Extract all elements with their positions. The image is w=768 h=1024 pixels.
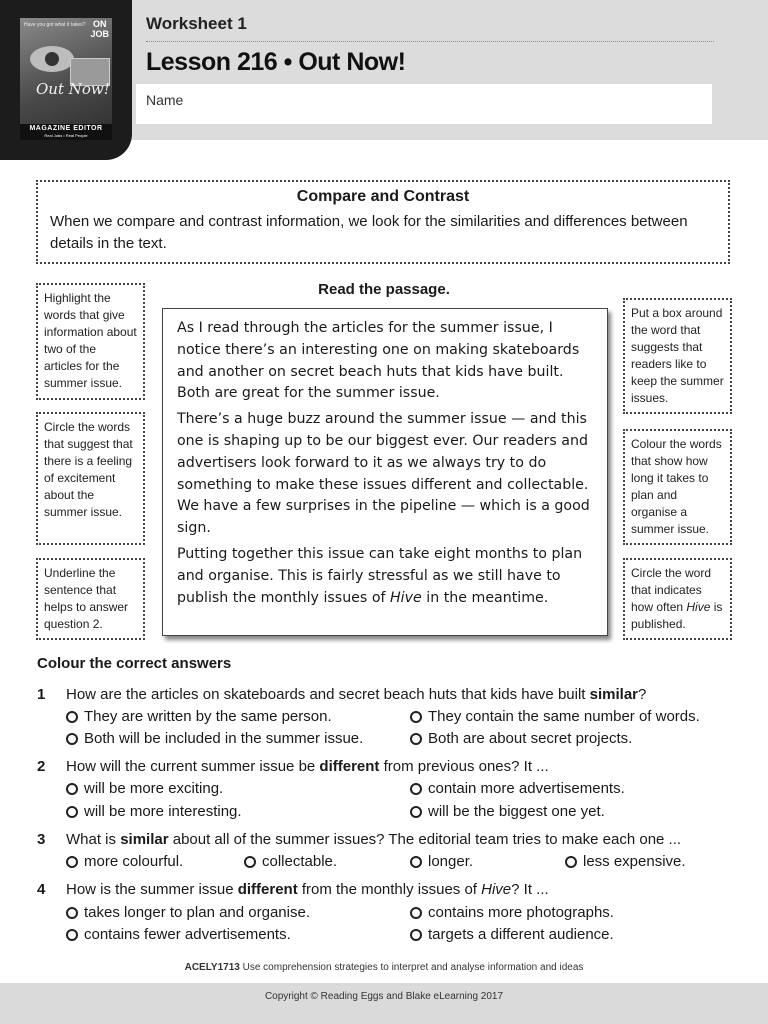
radio-circle-icon [66,907,78,919]
passage-title: Read the passage. [318,281,450,298]
footer [0,983,768,1024]
question-stem: How is the summer issue different from the monthly issues of Hive? It ... [66,881,549,898]
question-stem: How will the current summer issue be different from previous ones? It ... [66,758,549,775]
copyright: Copyright © Reading Eggs and Blake eLearning 2017 [264,991,504,1002]
passage-paragraph: There’s a huge buzz around the summer issue — and this one is shaping up to be our biggest ever. Our readers and advertisers look forward to it as we always try to do something to make these issues different and collectable. We have a few surprises in the pipeline — which is a good sign. [177,411,590,537]
answer-option[interactable]: will be more exciting. [66,780,223,797]
name-field[interactable] [136,84,712,124]
answer-option[interactable]: collectable. [244,853,337,870]
question-stem: How are the articles on skateboards and secret beach huts that kids have built similar? [66,686,647,703]
curriculum-code: ACELY1713 Use comprehension strategies to interpret and analyse information and ideas [184,962,584,973]
instruction-box-word: Put a box around the word that suggests that readers like to keep the summer issues. [623,298,732,414]
radio-circle-icon [66,711,78,723]
answer-option[interactable]: will be the biggest one yet. [410,803,605,820]
radio-circle-icon [410,856,422,868]
answer-option[interactable]: contains fewer advertisements. [66,926,291,943]
compare-text: When we compare and contrast information, we look for the similarities and differences between details in the text. [50,213,688,252]
answer-option[interactable]: Both are about secret projects. [410,730,632,747]
reading-passage [162,308,608,636]
cover-tab [0,0,132,160]
answer-option[interactable]: Both will be included in the summer issue. [66,730,363,747]
instruction-underline: Underline the sentence that helps to answer question 2. [36,558,145,640]
answer-option[interactable]: more colourful. [66,853,183,870]
answer-option[interactable]: takes longer to plan and organise. [66,904,310,921]
radio-circle-icon [410,929,422,941]
radio-circle-icon [66,929,78,941]
answer-option[interactable]: will be more interesting. [66,803,242,820]
instruction-circle-excitement: Circle the words that suggest that there is a feeling of excitement about the summer issue. [36,412,145,545]
worksheet-label: Worksheet 1 [146,14,247,33]
cover-band: MAGAZINE EDITOR Real Jobs • Real People [20,124,112,140]
radio-circle-icon [66,783,78,795]
radio-circle-icon [66,806,78,818]
radio-circle-icon [410,733,422,745]
compare-title: Compare and Contrast [296,188,470,205]
radio-circle-icon [66,856,78,868]
cover-title: Out Now! [36,80,110,98]
name-label: Name [146,92,184,108]
radio-circle-icon [410,806,422,818]
instruction-colour-words: Colour the words that show how long it takes to plan and organise a summer issue. [623,429,732,545]
radio-circle-icon [565,856,577,868]
answer-option[interactable]: less expensive. [565,853,686,870]
passage-paragraph: Putting together this issue can take eight months to plan and organise. This is fairly stressful as we still have to publish the monthly issues of Hive in the meantime. [177,545,583,606]
instruction-highlight: Highlight the words that give information about two of the articles for the summer issue. [36,283,145,400]
questions-heading: Colour the correct answers [37,655,232,672]
magazine-cover-image [20,18,112,140]
question-stem: What is similar about all of the summer issues? The editorial team tries to make each one ... [66,831,682,848]
eye-illustration [30,46,74,72]
answer-option[interactable]: They are written by the same person. [66,708,332,725]
answer-option[interactable]: longer. [410,853,473,870]
radio-circle-icon [410,711,422,723]
answer-option[interactable]: They contain the same number of words. [410,708,700,725]
page-title: Lesson 216 • Out Now! [146,48,406,76]
instruction-circle-frequency: Circle the word that indicates how often Hive is published. [623,558,732,640]
compare-contrast-box [36,180,730,264]
divider [146,41,714,42]
cover-badge: ON JOB [90,19,109,39]
answer-option[interactable]: targets a different audience. [410,926,614,943]
radio-circle-icon [66,733,78,745]
passage-paragraph: As I read through the articles for the summer issue, I notice there’s an interesting one on making skateboards and another on secret beach huts that kids have built. Both are great for the summer issue. [177,320,580,402]
radio-circle-icon [410,907,422,919]
radio-circle-icon [244,856,256,868]
answer-option[interactable]: contains more photographs. [410,904,614,921]
answer-option[interactable]: contain more advertisements. [410,780,625,797]
cover-tagline: Have you got what it takes? [24,22,86,28]
radio-circle-icon [410,783,422,795]
